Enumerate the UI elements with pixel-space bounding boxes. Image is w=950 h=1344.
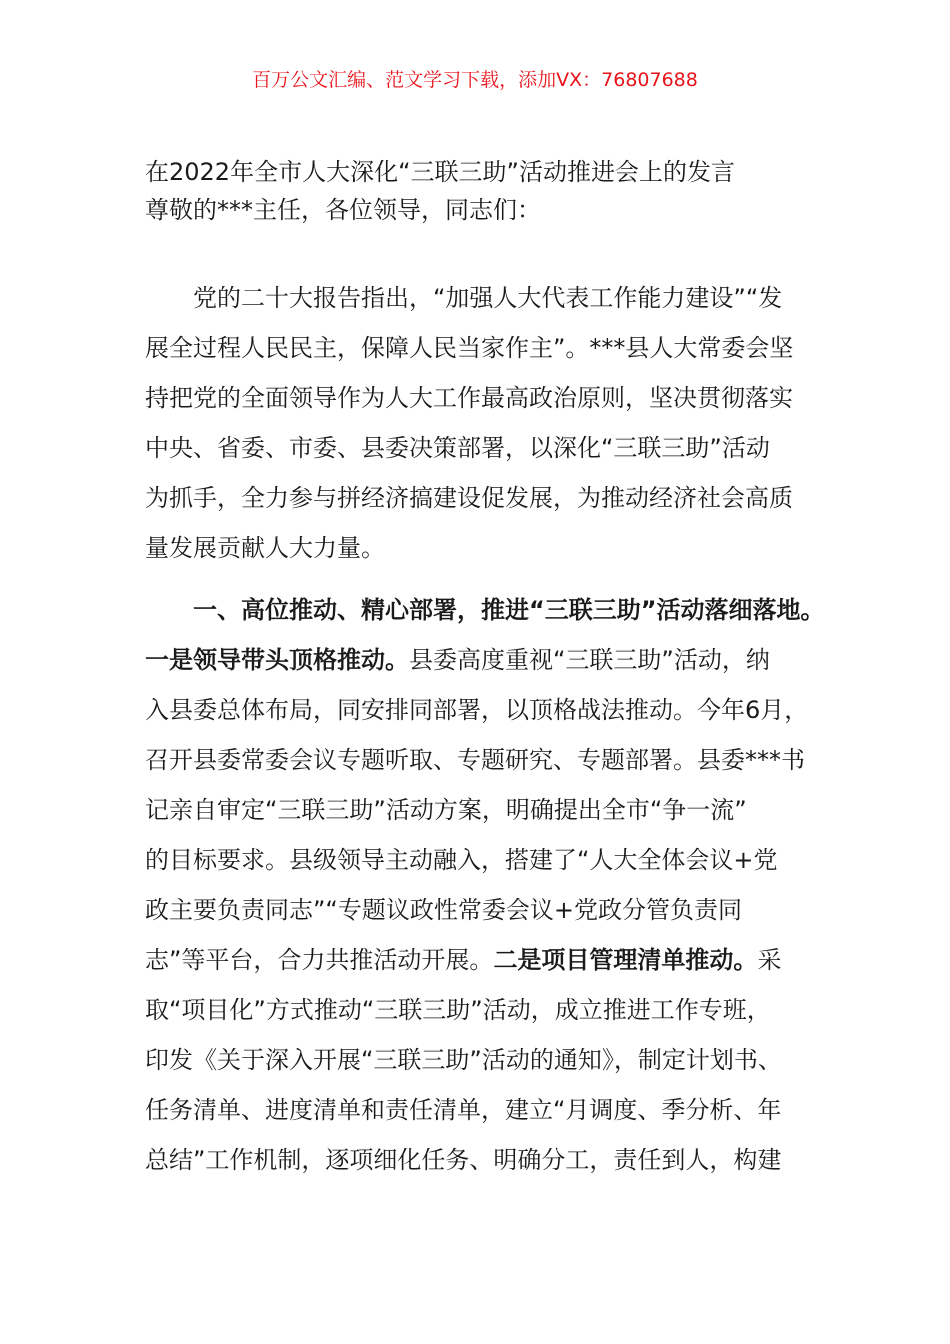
text-line: 持把党的全面领导作为人大工作最高政治原则，坚决贯彻落实	[145, 384, 793, 412]
text-line: 展全过程人民民主，保障人民当家作主”。***县人大常委会坚	[145, 334, 794, 362]
paragraph-intro	[145, 273, 835, 573]
text-line: 政主要负责同志”“专题议政性常委会议+党政分管负责同	[145, 896, 742, 924]
subpoint-heading: 一是领导带头顶格推动。	[145, 646, 409, 674]
section-heading: 一、高位推动、精心部署，推进“三联三助”活动落细落地。	[145, 596, 825, 624]
text-run: 县委高度重视“三联三助”活动，纳	[409, 646, 770, 674]
text-line: 量发展贡献人大力量。	[145, 534, 385, 562]
subpoint-heading: 二是项目管理清单推动。	[493, 946, 758, 974]
text-line: 取“项目化”方式推动“三联三助”活动，成立推进工作专班，	[145, 996, 771, 1024]
header-note: 百万公文汇编、范文学习下载，添加VX：76807688	[252, 69, 698, 91]
text-line: 印发《关于深入开展“三联三助”活动的通知》，制定计划书、	[145, 1046, 782, 1074]
document-title: 在2022年全市人大深化“三联三助”活动推进会上的发言	[145, 158, 735, 186]
text-line: 中央、省委、市委、县委决策部署，以深化“三联三助”活动	[145, 434, 770, 462]
text-run: 采	[757, 946, 782, 974]
text-line	[145, 635, 835, 685]
text-line: 总结”工作机制，逐项细化任务、明确分工，责任到人，构建	[145, 1146, 782, 1174]
text-line: 召开县委常委会议专题听取、专题研究、专题部署。县委***书	[145, 746, 805, 774]
text-line: 任务清单、进度清单和责任清单，建立“月调度、季分析、年	[145, 1096, 782, 1124]
text-line: 的目标要求。县级领导主动融入，搭建了“人大全体会议+党	[145, 846, 778, 874]
text-line: 入县委总体布局，同安排同部署，以顶格战法推动。今年6月，	[145, 696, 809, 724]
paragraph-section-one	[145, 585, 835, 1185]
salutation: 尊敬的***主任，各位领导，同志们：	[145, 196, 541, 224]
text-line	[145, 935, 835, 985]
text-line: 为抓手，全力参与拼经济搞建设促发展，为推动经济社会高质	[145, 484, 793, 512]
text-line: 党的二十大报告指出，“加强人大代表工作能力建设”“发	[145, 284, 783, 312]
text-line: 记亲自审定“三联三助”活动方案，明确提出全市“争一流”	[145, 796, 747, 824]
text-run: 志”等平台，合力共推活动开展。	[145, 946, 494, 974]
